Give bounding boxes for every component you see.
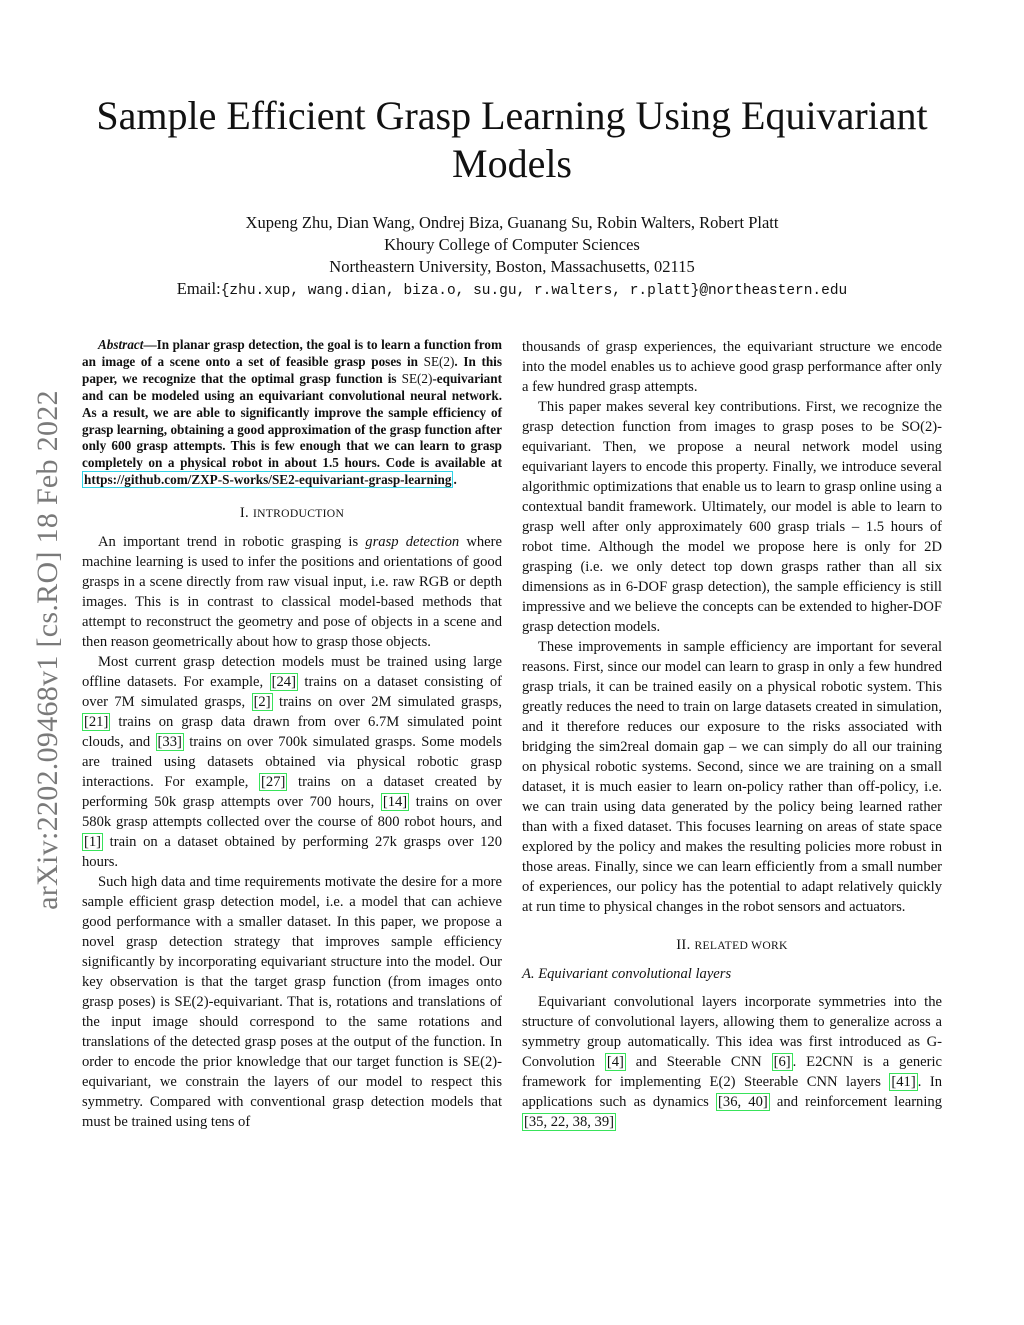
citation-link[interactable]: [21]	[84, 714, 109, 731]
citation-link[interactable]: [1]	[84, 834, 102, 851]
emphasis: grasp detection	[365, 534, 460, 551]
citation-link[interactable]: [6]	[773, 1054, 791, 1070]
abstract-text-3: -equivariant and can be modeled using an equivariant convolutional neural network. As a result, we are able to significantly improve the sample efficiency of grasp learning, obtaining a good approximation of the grasp function after only 600 grasp attempts. This is few enough that we can learn to grasp completely on a physical robot in about 1.5 hours. Code is available at	[82, 370, 502, 471]
text: An important trend in robotic grasping is	[98, 534, 366, 551]
section-heading-related-work	[522, 935, 942, 956]
citation-link[interactable]: [35, 22, 38, 39]	[524, 1114, 614, 1130]
text: train on a dataset obtained by performing 27k grasps over 120 hours.	[82, 834, 502, 871]
right-paragraph-3: These improvements in sample efficiency are important for several reasons. First, since our model can learn to grasp in only a few hundred grasp trials, it can be trained easily on a physical robotic system. This greatly reduces the need to train on large datasets created in simulation, and it therefore reduces our exposure to the risks associated with bridging the sim2real domain gap – we can simply do all our training on physical robotic systems. Second, since we are training on a small dataset, it is much easier to learn on-policy rather than off-policy, i.e. we can train using data generated by the policy being learned rather than with a fixed dataset. This focuses learning on areas of state space explored by the policy and makes the resulting policies more robust in those areas. Finally, since we can learn efficiently from a small number of experiences, our policy has the potential to adapt relatively quickly at run time to physical changes in the robot sensors and actuators.	[522, 639, 942, 915]
text: -equivariant. That is, rotations and translations of the input image should correspond to the same rotations and translations of the detected grasp poses at the output of the function. In order to encode the prior knowledge that our target function is	[82, 994, 502, 1071]
citation-link[interactable]: [36, 40]	[718, 1094, 768, 1110]
text: trains on over 700k simulated grasps. Some models are trained using datasets obtained via physical robotic grasp interactions. For example,	[82, 734, 502, 791]
text: trains on grasp data drawn from over 6.7M simulated point clouds, and	[82, 714, 502, 751]
text: -equivariant. Then, we propose a neural network model using equivariant layers to encode this property. Finally, we introduce several algorithmic optimizations that enable us to learn to grasp online using a contextual bandit framework. Ultimately, our model is able to learn to grasp well after only approximately 600 grasp trials – 1.5 hours of robot time. Although the model we propose here is only for 2D grasping (i.e. we only detect top down grasps rather than all six dimensions as in 6-DOF grasp detection), the sample efficiency is still impressive and we believe the concepts can be extended to higher-DOF grasp detection models.	[522, 419, 942, 635]
author-block	[60, 212, 964, 302]
math-se2: SE(2)	[174, 994, 209, 1011]
paper-title: Sample Efficient Grasp Learning Using Equivariant Models	[96, 93, 928, 186]
text: Steerable CNN layers	[735, 1074, 890, 1090]
email-label: Email:	[176, 279, 221, 298]
text: . E2CNN is a generic framework for implementing	[522, 1054, 942, 1090]
text: -equivariant, we constrain the layers of our model to respect this symmetry. Compared with conventional grasp detection models that must be trained using tens of	[82, 1054, 502, 1131]
text: trains on a dataset created by performing 50k grasp attempts over 700 hours,	[82, 774, 503, 811]
text: trains on over 2M simulated grasps,	[272, 694, 502, 711]
affiliation: Khoury College of Computer Sciences	[384, 235, 640, 254]
math-se2: SE(2)	[463, 1054, 498, 1071]
text: trains on over 580k grasp attempts collected over the course of 800 robot hours, and	[82, 794, 502, 831]
section-number: I.	[239, 505, 249, 522]
text: trains on a dataset consisting of over 7M simulated grasps,	[82, 674, 502, 711]
citation-link[interactable]: [33]	[157, 734, 182, 751]
arxiv-identifier: arXiv:2202.09468v1 [cs.RO] 18 Feb 2022	[31, 390, 64, 910]
citation-link[interactable]: [2]	[253, 694, 271, 711]
abstract-label: Abstract	[98, 337, 144, 352]
arxiv-sidebar	[20, 350, 76, 950]
related-work-paragraph	[522, 992, 942, 1132]
code-link[interactable]: https://github.com/ZXP-S-works/SE2-equivariant-grasp-learning	[84, 472, 452, 488]
abstract-dash: —	[143, 337, 157, 352]
section-number: II.	[676, 937, 691, 953]
abstract-text-4: .	[453, 472, 457, 488]
email-users: {zhu.xup, wang.dian, biza.o, su.gu, r.walters, r.platt}	[220, 283, 700, 299]
text: where machine learning is used to infer the positions and orientations of good grasps in a scene directly from raw visual input, i.e. raw RGB or depth images. This is in contrast to classical model-based methods that attempt to reconstruct the geometry and pose of objects in a scene and then reason geometrically about how to grasp those objects.	[82, 534, 502, 651]
intro-paragraph-2	[82, 652, 502, 872]
address: Northeastern University, Boston, Massachusetts, 02115	[329, 257, 695, 276]
abstract-text-2: . In this paper, we recognize that the optimal grasp function is	[82, 353, 502, 386]
right-paragraph-1: thousands of grasp experiences, the equivariant structure we encode into the model enables us to achieve good grasp performance after only a few hundred grasp attempts.	[522, 339, 942, 395]
section-title: RELATED WORK	[694, 939, 788, 952]
right-paragraph-2	[522, 397, 942, 637]
math-se2: SE(2)	[423, 353, 455, 369]
text: Such high data and time requirements motivate the desire for a more sample efficient grasp detection model, i.e. a model that can achieve good performance with a smaller dataset. In this paper, we propose a novel grasp detection strategy that improves sample efficiency significantly by incorporating equivariant structure into the model. Our key observation is that the target grasp function (from images onto grasp poses) is	[82, 874, 502, 1011]
text: Most current grasp detection models must be trained using large offline datasets. For example,	[82, 654, 502, 691]
text: Equivariant convolutional layers incorporate symmetries into the structure of convolutional layers, allowing them to generalize across a symmetry group automatically. This idea was first introduced as G-Convolution	[522, 994, 942, 1070]
subsection-heading: A. Equivariant convolutional layers	[522, 966, 732, 982]
citation-link[interactable]: [4]	[606, 1054, 624, 1070]
abstract-text-1: In planar grasp detection, the goal is to learn a function from an image of a scene onto a set of feasible grasp poses in	[82, 337, 502, 369]
text: This paper makes several key contributions. First, we recognize the grasp detection function from images to grasp poses to be	[522, 399, 942, 435]
math-se2: SE(2)	[401, 370, 433, 386]
email-domain: @northeastern.edu	[699, 283, 848, 299]
right-column	[522, 337, 942, 1132]
section-title: INTRODUCTION	[252, 507, 345, 521]
citation-link[interactable]: [27]	[261, 774, 286, 791]
text: . In applications such as dynamics	[522, 1074, 942, 1110]
text: and reinforcement learning	[769, 1094, 942, 1110]
intro-paragraph-1	[82, 532, 502, 652]
text: and Steerable CNN	[625, 1054, 772, 1070]
math-e2: E(2)	[709, 1074, 736, 1090]
intro-paragraph-3	[82, 872, 502, 1132]
section-heading-introduction	[82, 503, 502, 524]
left-column	[82, 337, 502, 1132]
email-line	[60, 278, 964, 302]
citation-link[interactable]: [24]	[271, 674, 296, 691]
citation-link[interactable]: [41]	[891, 1074, 916, 1090]
citation-link[interactable]: [14]	[382, 794, 408, 811]
author-names: Xupeng Zhu, Dian Wang, Ondrej Biza, Guanang Su, Robin Walters, Robert Platt	[245, 213, 779, 232]
math-so2: SO(2)	[901, 419, 938, 435]
abstract	[82, 337, 502, 489]
